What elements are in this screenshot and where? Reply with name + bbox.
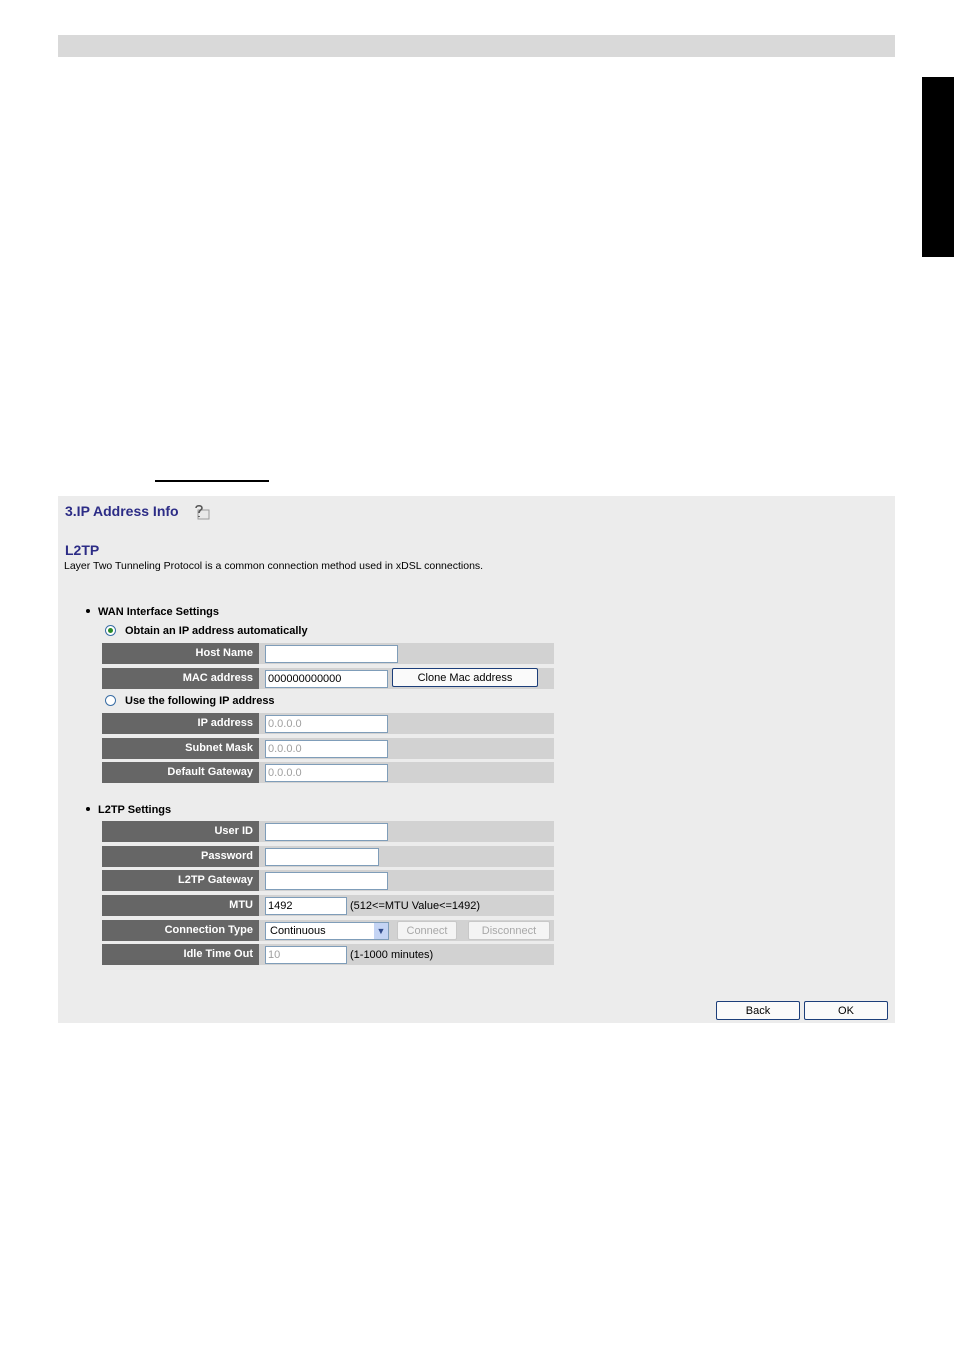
ip-address-row xyxy=(102,713,554,734)
obtain-auto-option[interactable] xyxy=(105,625,308,637)
mac-address-label: MAC address xyxy=(102,668,259,689)
obtain-auto-label: Obtain an IP address automatically xyxy=(125,625,308,637)
underline-rule xyxy=(155,480,269,482)
disconnect-button[interactable]: Disconnect xyxy=(468,921,550,940)
mac-address-row xyxy=(102,668,554,689)
idle-time-out-note: (1-1000 minutes) xyxy=(350,949,434,961)
ok-button[interactable]: OK xyxy=(804,1001,888,1020)
password-input[interactable] xyxy=(265,848,379,866)
idle-time-out-input[interactable] xyxy=(265,946,347,964)
host-name-input[interactable] xyxy=(265,645,398,663)
mtu-input[interactable] xyxy=(265,897,347,915)
wan-settings-label: WAN Interface Settings xyxy=(98,606,220,618)
user-id-input[interactable] xyxy=(265,823,388,841)
mtu-label: MTU xyxy=(102,895,259,916)
l2tp-gateway-input[interactable] xyxy=(265,872,388,890)
bullet-dot xyxy=(86,609,90,613)
clone-mac-button[interactable]: Clone Mac address xyxy=(392,668,538,687)
wan-settings-heading xyxy=(86,606,219,618)
use-following-option[interactable] xyxy=(105,695,275,707)
use-following-label: Use the following IP address xyxy=(125,695,275,707)
subnet-mask-input[interactable] xyxy=(265,740,388,758)
user-id-label: User ID xyxy=(102,821,259,842)
password-label: Password xyxy=(102,846,259,867)
connection-type-label: Connection Type xyxy=(102,920,259,941)
default-gateway-row xyxy=(102,762,554,783)
back-button[interactable]: Back xyxy=(716,1001,800,1020)
header-bar xyxy=(58,35,895,57)
l2tp-gateway-label: L2TP Gateway xyxy=(102,870,259,891)
chevron-down-icon[interactable]: ▼ xyxy=(374,923,388,939)
default-gateway-label: Default Gateway xyxy=(102,762,259,783)
l2tp-settings-heading xyxy=(86,804,171,816)
mtu-row xyxy=(102,895,554,916)
subnet-mask-row xyxy=(102,738,554,759)
bullet-dot xyxy=(86,807,90,811)
l2tp-gateway-row xyxy=(102,870,554,891)
idle-time-out-row xyxy=(102,944,554,965)
connection-type-select[interactable] xyxy=(265,922,389,940)
mac-address-input[interactable] xyxy=(265,670,388,688)
host-name-label: Host Name xyxy=(102,643,259,664)
password-row xyxy=(102,846,554,867)
help-icon[interactable] xyxy=(193,504,211,520)
connection-type-value: Continuous xyxy=(270,925,326,937)
host-name-row xyxy=(102,643,554,664)
user-id-row xyxy=(102,821,554,842)
idle-time-out-label: Idle Time Out xyxy=(102,944,259,965)
l2tp-title: L2TP xyxy=(65,542,100,558)
l2tp-description: Layer Two Tunneling Protocol is a common connection method used in xDSL connections. xyxy=(64,560,484,572)
use-following-radio[interactable] xyxy=(105,695,116,706)
ip-address-label: IP address xyxy=(102,713,259,734)
default-gateway-input[interactable] xyxy=(265,764,388,782)
ip-address-info-panel xyxy=(58,496,895,1023)
obtain-auto-radio[interactable] xyxy=(105,625,116,636)
subnet-mask-label: Subnet Mask xyxy=(102,738,259,759)
l2tp-settings-label: L2TP Settings xyxy=(98,804,172,816)
ip-address-input[interactable] xyxy=(265,715,388,733)
connect-button[interactable]: Connect xyxy=(397,921,457,940)
side-tab-marker xyxy=(922,77,954,257)
mtu-note: (512<=MTU Value<=1492) xyxy=(350,900,481,912)
section-title: 3.IP Address Info xyxy=(65,503,179,519)
connection-type-row xyxy=(102,920,554,941)
